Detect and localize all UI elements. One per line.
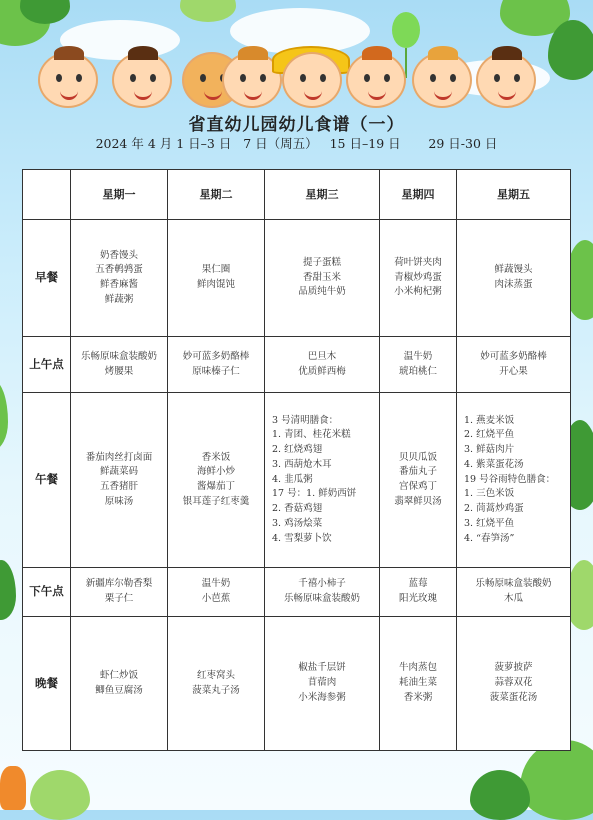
menu-table [22,169,571,751]
menu-cell [380,337,457,393]
menu-cell [168,617,265,751]
dish-item: 栗子仁 [104,593,134,604]
dish-item: 虾仁炒饭 [99,669,138,681]
meal-label: 早餐 [23,220,71,337]
dish-item: 鲜蔬粥 [104,293,134,305]
dish-item: 原味汤 [104,495,134,507]
dish-item: 鲜蔬馒头 [494,264,533,276]
dish-item: 4. 雪梨萝卜饮 [272,532,332,544]
clover-leaf-icon [0,560,16,620]
dish-item: 鲫鱼豆腐汤 [95,684,143,696]
menu-cell [71,393,168,568]
menu-cell [71,617,168,751]
header-row [23,170,571,220]
dish-item: 红枣窝头 [196,669,235,681]
kid-face-icon [38,52,98,108]
dish-item: 小米海参粥 [298,691,346,703]
balloon-icon [392,12,420,48]
dish-item: 17 号：1. 鲜奶西饼 [272,488,357,500]
dish-item: 椒盐千层饼 [298,662,346,674]
menu-cell [168,393,265,568]
table-row [23,220,571,337]
dish-item: 乐畅原味盒装酸奶 [475,578,552,590]
menu-cell [71,568,168,617]
dish-item: 4. 紫菜蛋花汤 [464,458,524,470]
menu-cell [71,337,168,393]
dish-item: 肉沫蒸蛋 [494,279,533,290]
dish-item: 提子蛋糕 [302,256,341,268]
corner-cell [23,170,71,220]
dish-item: 鲜香麻酱 [99,279,138,290]
kid-face-icon [112,52,172,108]
dish-item: 贝贝瓜饭 [398,451,437,463]
kid-face-icon [346,52,406,108]
dish-item: 阳光玫瑰 [398,593,437,604]
table-row [23,337,571,393]
dish-item: 酱爆茄丁 [196,481,235,492]
dish-item: 苜蓿肉 [307,677,337,689]
menu-cell [168,337,265,393]
dish-item: 4. “春笋汤” [464,532,515,544]
dish-item: 香米饭 [201,451,231,463]
dish-item: 蒜蓉双花 [494,677,533,689]
dish-item: 五香鹌鹑蛋 [95,264,143,276]
dish-item: 3. 红烧平鱼 [464,517,515,529]
menu-cell [168,220,265,337]
day-header: 星期二 [168,170,265,220]
meal-label: 下午点 [23,568,71,617]
dish-item: 木瓜 [503,593,523,604]
menu-cell [380,393,457,568]
dish-item: 奶香馒头 [99,249,138,261]
kid-face-icon [282,52,342,108]
day-header: 星期五 [457,170,571,220]
dish-item: 2. 香菇鸡翅 [272,503,323,515]
menu-cell [265,617,380,751]
dish-item: 妙可蓝多奶酪棒 [480,350,547,362]
menu-cell [457,617,571,751]
carrot-icon [0,766,26,810]
dish-item: 香甜玉米 [302,271,341,283]
dish-item: 1. 燕麦米饭 [464,414,515,426]
dish-item: 3 号清明膳食： [272,414,339,426]
dish-item: 2. 红烧平鱼 [464,429,515,441]
dish-item: 2. 茼蒿炒鸡蛋 [464,503,524,515]
dish-item: 新疆库尔勒香梨 [85,578,153,590]
day-header: 星期一 [71,170,168,220]
dish-item: 菠菜蛋花汤 [489,691,538,703]
dish-item: 五香猪肝 [99,481,138,492]
table-row [23,617,571,751]
dish-item: 小芭蕉 [201,593,231,604]
menu-cell [380,568,457,617]
dish-item: 3. 西葫炝木耳 [272,458,332,470]
dish-item: 银耳莲子红枣羹 [182,495,250,507]
dish-item: 青椒炒鸡蛋 [394,271,442,283]
dish-item: 香米粥 [403,691,433,703]
menu-cell [265,337,380,393]
dish-item: 品质纯牛奶 [298,286,346,298]
menu-cell [265,568,380,617]
menu-cell [380,220,457,337]
clover-leaf-icon [180,0,236,22]
table-row [23,393,571,568]
menu-cell [457,568,571,617]
dish-item: 19 号谷雨特色膳食： [464,473,556,485]
dish-item: 1. 三色米饭 [464,488,515,500]
table-row [23,568,571,617]
menu-cell [265,393,380,568]
dish-item: 海鲜小炒 [196,466,235,478]
date-range: 2024 年 4 月 1 日–3 日 7 日（周五） 15 日–19 日 29 日-30 日 [95,136,498,151]
clover-leaf-icon [548,20,593,80]
menu-cell [265,220,380,337]
kid-face-icon [412,52,472,108]
dish-item: 菠菜丸子汤 [192,684,240,696]
dish-item: 宫保鸡丁 [398,481,437,492]
dish-item: 鲜蔬菜码 [99,466,138,478]
menu-cell [457,337,571,393]
dish-item: 蓝莓 [408,578,428,590]
day-header: 星期三 [265,170,380,220]
menu-cell [380,617,457,751]
kid-face-icon [476,52,536,108]
dish-item: 妙可蓝多奶酪棒 [182,350,250,362]
dish-item: 小米枸杞粥 [394,286,442,298]
dish-item: 番茄丸子 [398,466,437,478]
dish-item: 温牛奶 [403,350,433,362]
dish-item: 荷叶饼夹肉 [394,256,442,268]
dish-item: 耗油生菜 [398,677,437,689]
dish-item: 烤腰果 [104,365,134,377]
dish-item: 番茄肉丝打卤面 [85,451,153,463]
dish-item: 优质鲜西梅 [298,365,346,377]
dish-item: 乐畅原味盒装酸奶 [283,593,360,604]
dish-item: 果仁圈 [201,264,231,276]
dish-item: 鲜肉馄饨 [196,279,235,290]
menu-cell [457,220,571,337]
dish-item: 4. 韭瓜粥 [272,473,313,485]
meal-label: 上午点 [23,337,71,393]
dish-item: 千禧小柿子 [298,578,346,590]
meal-label: 午餐 [23,393,71,568]
dish-item: 菠萝披萨 [494,662,533,674]
dish-item: 牛肉蒸包 [398,662,437,674]
dish-item: 巴旦木 [307,350,337,362]
dish-item: 温牛奶 [201,578,231,590]
day-header: 星期四 [380,170,457,220]
clover-leaf-icon [0,380,8,450]
dish-item: 2. 红烧鸡翅 [272,444,323,456]
menu-cell [168,568,265,617]
meal-label: 晚餐 [23,617,71,751]
page-title: 省直幼儿园幼儿食谱（一） [188,115,405,135]
dish-item: 乐畅原味盒装酸奶 [80,350,157,362]
clover-leaf-icon [520,740,593,820]
dish-item: 1. 青团、桂花米糕 [272,429,351,441]
dish-item: 3. 鲜菇肉片 [464,444,515,456]
dish-item: 翡翠鲜贝汤 [394,495,442,507]
menu-cell [71,220,168,337]
menu-cell [457,393,571,568]
dish-item: 开心果 [499,365,528,377]
dish-item: 琥珀桃仁 [398,365,437,377]
clover-leaf-icon [30,770,90,820]
dish-item: 3. 鸡汤烩菜 [272,517,323,529]
dish-item: 原味榛子仁 [192,365,240,377]
